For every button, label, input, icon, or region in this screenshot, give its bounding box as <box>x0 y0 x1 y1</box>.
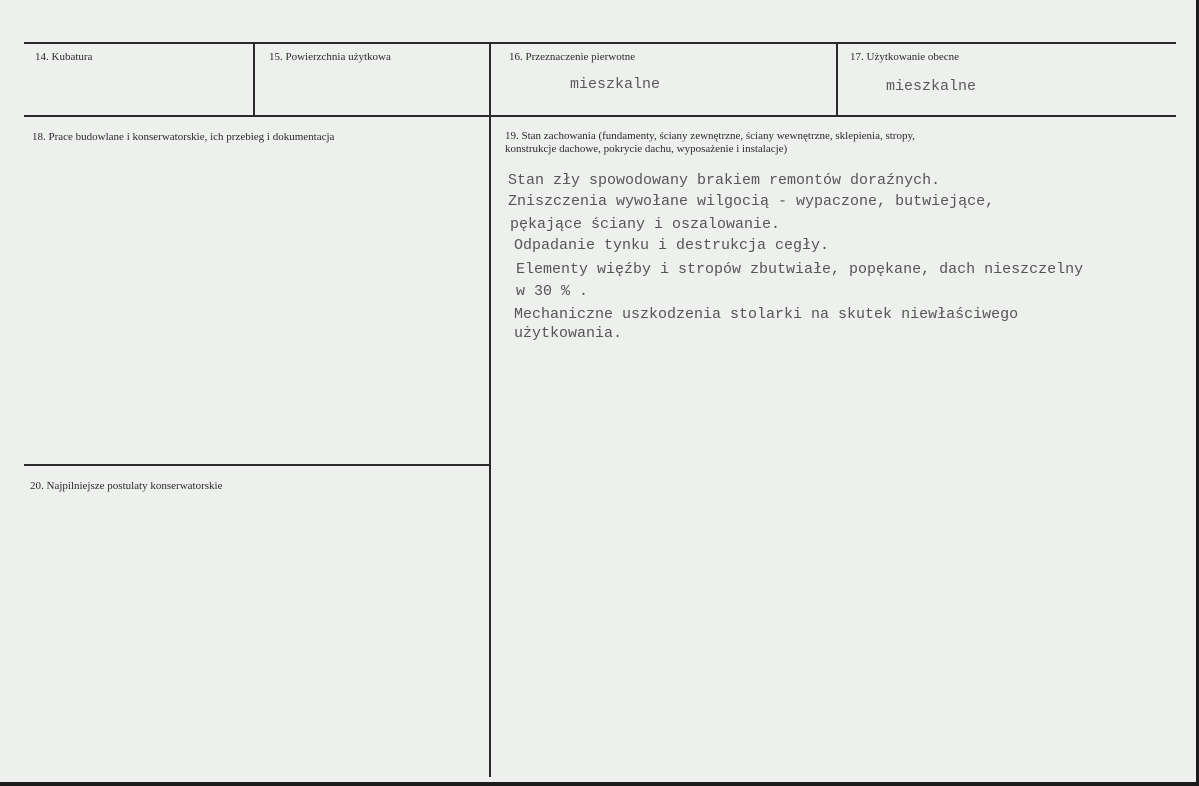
przeznaczenie-value: mieszkalne <box>570 76 661 93</box>
col-divider-3 <box>836 42 838 117</box>
powierzchnia-label: 15. Powierzchnia użytkowa <box>269 51 391 63</box>
condition-line-3: pękające ściany i oszalowanie. <box>510 216 781 233</box>
bottom-edge <box>0 782 1199 786</box>
condition-line-6: w 30 % . <box>516 283 589 300</box>
condition-line-5: Elementy więźby i stropów zbutwiałe, popękane, dach nieszczelny <box>516 261 1084 278</box>
col-divider-2 <box>489 42 491 777</box>
stan-zachowania-label-line2: konstrukcje dachowe, pokrycie dachu, wyposażenie i instalacje) <box>505 143 788 155</box>
przeznaczenie-label: 16. Przeznaczenie pierwotne <box>509 51 636 63</box>
top-rule <box>24 42 1176 44</box>
condition-line-2: Zniszczenia wywołane wilgocią - wypaczone, butwiejące, <box>508 193 995 210</box>
condition-line-7: Mechaniczne uszkodzenia stolarki na skutek niewłaściwego <box>514 306 1019 323</box>
postulaty-label: 20. Najpilniejsze postulaty konserwatorskie <box>30 480 223 492</box>
uzytkowanie-label: 17. Użytkowanie obecne <box>850 51 960 63</box>
condition-line-4: Odpadanie tynku i destrukcja cegły. <box>514 237 830 254</box>
col-divider-1 <box>253 42 255 117</box>
uzytkowanie-value: mieszkalne <box>886 78 977 95</box>
section-20-rule <box>24 464 489 466</box>
condition-line-8: użytkowania. <box>514 325 623 342</box>
prace-budowlane-label: 18. Prace budowlane i konserwatorskie, ich przebieg i dokumentacja <box>32 131 335 143</box>
kubatura-label: 14. Kubatura <box>35 51 93 63</box>
condition-line-1: Stan zły spowodowany brakiem remontów doraźnych. <box>508 172 941 189</box>
row-divider-rule <box>24 115 1176 117</box>
stan-zachowania-label-line1: 19. Stan zachowania (fundamenty, ściany zewnętrzne, ściany wewnętrzne, sklepienia, stropy, <box>505 130 916 142</box>
